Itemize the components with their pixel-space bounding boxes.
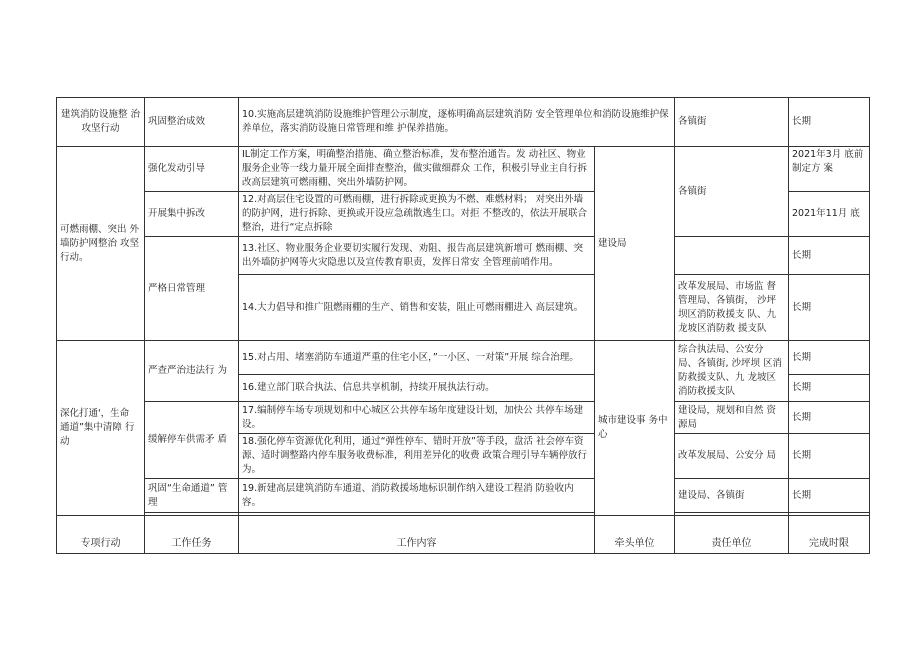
content-cell: 13.社区、物业服务企业要切实履行发现、劝阻、报告高层建筑新增可 燃雨棚、突出外墙防护网等火灾隐患以及宣传教育职责，发挥日常安 全管理前哨作用。 xyxy=(239,237,595,275)
time-cell: 长期 xyxy=(789,375,870,402)
content-cell: 14.大力倡导和推广阻燃雨棚的生产、销售和安装，阻止可燃雨棚进入 高层建筑。 xyxy=(239,275,595,341)
task-cell: 严查严治违法行 为 xyxy=(145,341,239,402)
resp-cell: 改革发展局、市场监 督管理局、各镇街， 沙坪坝区消防救援支 队、九龙坡区消防救 援支队 xyxy=(675,275,789,341)
resp-cell xyxy=(675,237,789,275)
table-row xyxy=(57,147,870,192)
table-row xyxy=(57,341,870,375)
time-cell: 长期 xyxy=(789,98,870,147)
resp-cell: 各镇街 xyxy=(675,147,789,237)
header-content: 工作内容 xyxy=(239,516,595,554)
task-cell: 缓解停车供需矛 盾 xyxy=(145,402,239,479)
task-cell: 开展集中拆改 xyxy=(145,192,239,237)
work-plan-table xyxy=(56,97,870,554)
time-cell: 长期 xyxy=(789,275,870,341)
time-cell: 长期 xyxy=(789,434,870,479)
header-task: 工作任务 xyxy=(145,516,239,554)
header-lead: 牵头单位 xyxy=(595,516,675,554)
time-cell: 长期 xyxy=(789,479,870,513)
task-cell: 强化发动引导 xyxy=(145,147,239,192)
content-cell: 17.编制停车场专项规划和中心城区公共停车场年度建设计划，加快公 共停车场建设。 xyxy=(239,402,595,434)
header-resp: 责任单位 xyxy=(675,516,789,554)
task-cell: 巩固“生命通道” 管理 xyxy=(145,479,239,513)
action-cell: 可燃雨棚、突出 外墙防护网整治 攻坚行动。 xyxy=(57,147,145,341)
lead-cell: 建设局 xyxy=(595,147,675,341)
resp-cell: 改革发展局、公安分 局 xyxy=(675,434,789,479)
content-cell: IL制定工作方案，明确整治措施、确立整治标准，发布整治通告。发 动社区、物业服务企业等一线力量开展全面排查整治，做实做细群众 工作，积极引导业主自行拆改高层建筑可燃雨棚、突出外墙防护网。 xyxy=(239,147,595,192)
time-cell: 长期 xyxy=(789,341,870,375)
time-cell: 2021年11月 底 xyxy=(789,192,870,237)
resp-cell: 建设局、各镇街 xyxy=(675,479,789,513)
resp-cell: 各镇街 xyxy=(675,98,789,147)
table-row xyxy=(57,237,870,275)
content-cell: 15.对占用、堵塞消防车通道严重的住宅小区，”一小区、一对策”开展 综合治理。 xyxy=(239,341,595,375)
action-cell: 深化打通'，生命 通道”集中清障 行动 xyxy=(57,341,145,516)
task-cell: 巩固整治成效 xyxy=(145,98,239,147)
table-row xyxy=(57,479,870,513)
resp-cell: 建设局，规划和自然 资源局 xyxy=(675,402,789,434)
content-cell: 19.新建高层建筑消防车通道、消防救援场地标识制作纳入建设工程消 防验收内容。 xyxy=(239,479,595,513)
lead-cell: 城市建设事 务中心 xyxy=(595,341,675,516)
table-header-row xyxy=(57,516,870,554)
action-cell: 建筑消防设施整 治攻坚行动 xyxy=(57,98,145,147)
table-row xyxy=(57,98,870,147)
time-cell: 长期 xyxy=(789,402,870,434)
content-cell: 18.强化停车资源优化利用，通过“弹性停车、错时开放”等手段，盘活 社会停车资源、适时调整路内停车服务收费标准，利用差异化的收费 政策合理引导车辆停放行为。 xyxy=(239,434,595,479)
content-cell: 16.建立部门联合执法、信息共享机制，持续开展执法行动。 xyxy=(239,375,595,402)
header-action: 专项行动 xyxy=(57,516,145,554)
time-cell: 长期 xyxy=(789,237,870,275)
task-cell: 严格日常管理 xyxy=(145,237,239,341)
resp-cell: 综合执法局、公安分 局、各镇街, 沙坪坝 区消防救援支队、九 龙坡区消防救援支队 xyxy=(675,341,789,402)
header-time: 完成时限 xyxy=(789,516,870,554)
content-cell: 10.实施高层建筑消防设施维护管理公示制度，逐栋明确高层建筑消防 安全管理单位和消防设施维护保养单位，落实消防设施日常管理和维 护保养措施。 xyxy=(239,98,675,147)
content-cell: 12.对高层住宅设置的可燃雨棚，进行拆除或更换为不燃、难燃材料； 对突出外墙的防护网，进行拆除、更换或开设应急疏散逃生口。对拒 不整改的，依法开展联合整治，进行“定点拆除 xyxy=(239,192,595,237)
time-cell: 2021年3月 底前制定方 案 xyxy=(789,147,870,192)
table-row xyxy=(57,402,870,434)
